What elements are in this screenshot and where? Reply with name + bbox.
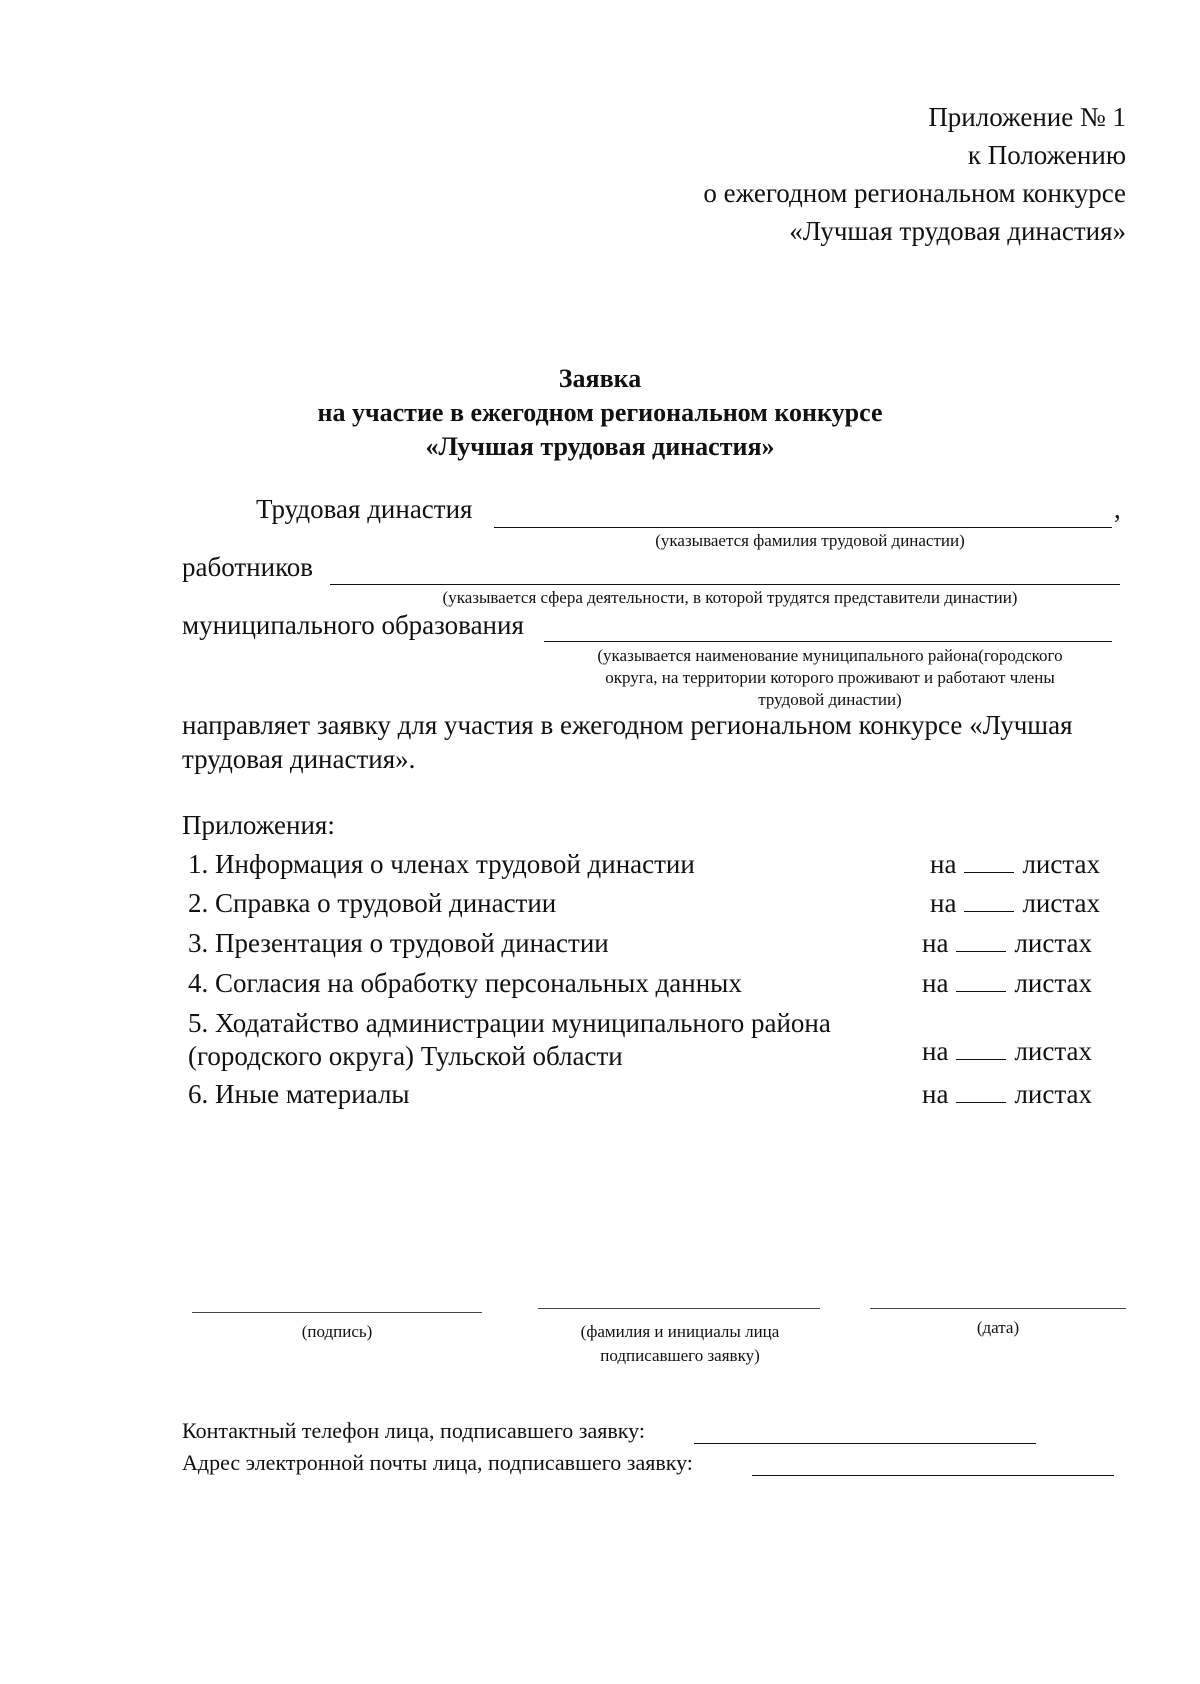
attachment-sheets-2 [930,888,1100,919]
name-hint [520,1320,840,1368]
attachment-sheets-1 [930,849,1100,880]
date-line[interactable] [870,1308,1126,1309]
na-label: на [922,968,949,998]
attachment-item-5: 5. Ходатайство администрации муниципального района [188,1008,831,1038]
municipality-field[interactable] [544,613,1112,642]
sheets-count-field-1[interactable] [964,852,1014,873]
appendix-number: Приложение № 1 [928,102,1126,132]
na-label: на [922,1079,949,1109]
title-line-2: на участие в ежегодном региональном конкурсе [317,398,883,427]
sheets-count-field-5[interactable] [956,1039,1006,1060]
sheets-label: листах [1014,928,1092,958]
sheets-label: листах [1014,1036,1092,1066]
attachment-item-4: 4. Согласия на обработку персональных данных [188,968,742,998]
appendix-header [703,98,1126,250]
attachment-sheets-5 [922,1036,1092,1067]
attachment-item-1: 1. Информация о членах трудовой династии [188,849,695,879]
date-hint: (дата) [976,1318,1020,1337]
municipality-hint-line-1: (указывается наименование муниципального района(городского [597,646,1063,665]
workers-label: работников [182,552,314,582]
municipality-hint-line-3: трудовой династии) [758,690,902,709]
sheets-label: листах [1014,1079,1092,1109]
municipality-hint [540,645,1120,711]
attachments-title: Приложения: [182,810,335,840]
sheets-label: листах [1014,968,1092,998]
document-title [0,362,1200,464]
name-line[interactable] [538,1308,820,1309]
attachment-sheets-4 [922,968,1092,999]
attachment-item-6: 6. Иные материалы [188,1079,410,1109]
attachment-sheets-3 [922,928,1092,959]
sheets-count-field-4[interactable] [956,971,1006,992]
name-hint-line-2: подписавшего заявку) [600,1346,760,1365]
application-statement: направляет заявку для участия в ежегодном региональном конкурсе «Лучшая трудовая династия». [182,710,1073,774]
title-line-1: Заявка [558,364,642,393]
attachment-item-2: 2. Справка о трудовой династии [188,888,557,918]
appendix-contest-name: «Лучшая трудовая династия» [789,216,1126,246]
na-label: на [922,1036,949,1066]
attachment-sheets-6 [922,1079,1092,1110]
dynasty-hint: (указывается фамилия трудовой династии) [655,531,965,550]
phone-field[interactable] [694,1417,1036,1444]
attachment-item-5-cont: (городского округа) Тульской области [188,1041,623,1071]
sheets-count-field-3[interactable] [956,931,1006,952]
na-label: на [922,928,949,958]
dynasty-field[interactable] [494,499,1112,528]
dynasty-label: Трудовая династия [256,494,473,524]
municipality-label: муниципального образования [182,610,524,640]
municipality-hint-line-2: округа, на территории которого проживают и работают члены [605,668,1055,687]
title-line-3: «Лучшая трудовая династия» [425,432,775,461]
phone-label: Контактный телефон лица, подписавшего заявку: [182,1418,645,1443]
sheets-label: листах [1022,849,1100,879]
sheets-label: листах [1022,888,1100,918]
na-label: на [930,888,957,918]
signature-hint: (подпись) [301,1322,373,1341]
workers-field[interactable] [330,556,1120,585]
appendix-ref: к Положению [967,140,1126,170]
dynasty-comma: , [1114,494,1121,524]
name-hint-line-1: (фамилия и инициалы лица [580,1322,780,1341]
email-label: Адрес электронной почты лица, подписавшего заявку: [182,1450,693,1475]
email-field[interactable] [752,1449,1114,1476]
workers-hint: (указывается сфера деятельности, в которой трудятся представители династии) [442,588,1018,607]
sheets-count-field-6[interactable] [956,1082,1006,1103]
na-label: на [930,849,957,879]
attachment-item-3: 3. Презентация о трудовой династии [188,928,609,958]
appendix-contest: о ежегодном региональном конкурсе [703,178,1126,208]
signature-line[interactable] [192,1312,482,1313]
sheets-count-field-2[interactable] [964,891,1014,912]
